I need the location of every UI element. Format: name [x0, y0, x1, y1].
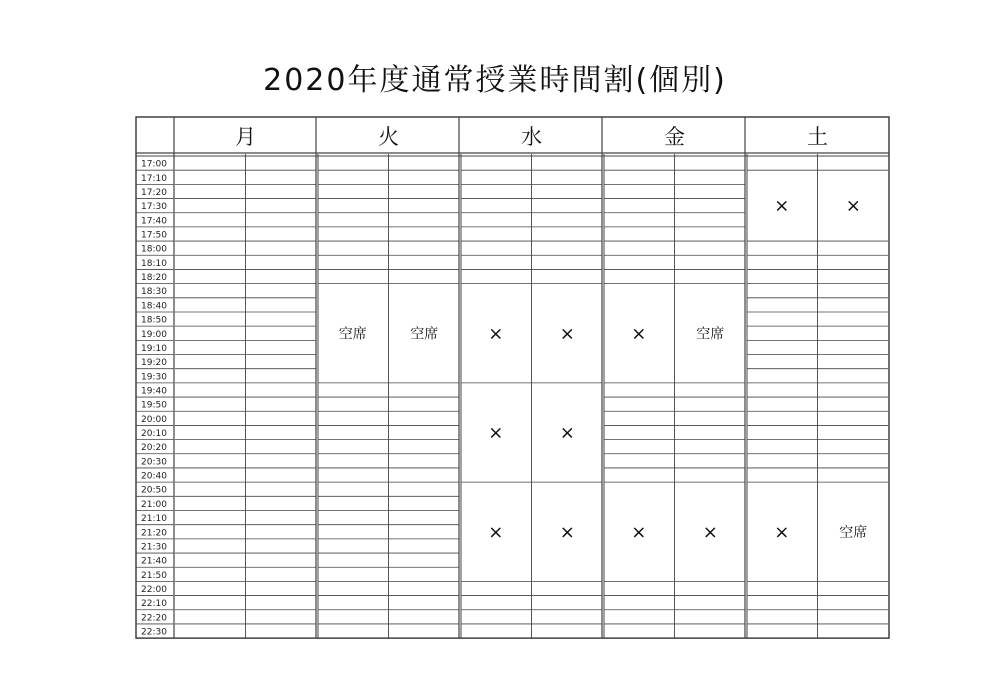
unavailable-mark: × — [559, 323, 575, 345]
time-label: 18:10 — [141, 258, 167, 269]
time-label: 20:00 — [141, 414, 167, 425]
day-header-1: 火 — [378, 125, 399, 149]
unavailable-mark: × — [488, 323, 504, 345]
time-label: 22:10 — [141, 599, 167, 610]
time-label: 17:20 — [141, 187, 167, 198]
time-label: 17:00 — [141, 159, 167, 170]
time-label: 19:30 — [141, 372, 167, 383]
vacancy-label: 空席 — [839, 524, 868, 541]
page-title: 2020年度通常授業時間割(個別) — [263, 63, 727, 98]
time-label: 19:40 — [141, 386, 167, 397]
day-header-3: 金 — [664, 125, 685, 149]
unavailable-mark: × — [488, 521, 504, 543]
time-label: 19:20 — [141, 358, 167, 369]
unavailable-mark: × — [774, 195, 790, 217]
time-label: 19:00 — [141, 329, 167, 340]
time-label: 21:20 — [141, 528, 167, 539]
time-label: 22:30 — [141, 627, 167, 638]
unavailable-mark: × — [702, 521, 718, 543]
time-label: 18:20 — [141, 273, 167, 284]
unavailable-mark: × — [631, 521, 647, 543]
time-label: 18:30 — [141, 287, 167, 298]
time-label: 20:20 — [141, 443, 167, 454]
time-label: 17:30 — [141, 202, 167, 213]
time-label: 21:40 — [141, 556, 167, 567]
time-label: 21:10 — [141, 514, 167, 525]
day-header-2: 水 — [521, 125, 542, 149]
time-label: 22:00 — [141, 585, 167, 595]
time-label: 21:30 — [141, 542, 167, 553]
time-label: 18:00 — [141, 244, 167, 255]
time-label: 19:10 — [141, 343, 167, 354]
unavailable-mark: × — [774, 521, 790, 543]
day-header-0: 月 — [235, 125, 256, 149]
time-label: 20:10 — [141, 429, 167, 440]
time-label: 20:50 — [141, 485, 167, 496]
unavailable-mark: × — [559, 521, 575, 543]
unavailable-mark: × — [559, 422, 575, 444]
time-label: 20:40 — [141, 471, 167, 482]
time-label: 21:50 — [141, 570, 167, 581]
unavailable-mark: × — [488, 422, 504, 444]
time-label: 17:40 — [141, 216, 167, 227]
time-label: 21:00 — [141, 499, 167, 510]
time-label: 22:20 — [141, 613, 167, 624]
unavailable-mark: × — [631, 323, 647, 345]
vacancy-label: 空席 — [338, 326, 367, 343]
time-label: 19:50 — [141, 400, 167, 411]
time-label: 17:10 — [141, 173, 167, 184]
unavailable-mark: × — [845, 195, 861, 217]
time-label: 18:50 — [141, 315, 167, 326]
time-label: 18:40 — [141, 301, 167, 312]
vacancy-label: 空席 — [410, 326, 439, 343]
day-header-4: 土 — [807, 125, 828, 149]
vacancy-label: 空席 — [696, 326, 725, 343]
time-label: 17:50 — [141, 230, 167, 241]
time-label: 20:30 — [141, 457, 167, 468]
